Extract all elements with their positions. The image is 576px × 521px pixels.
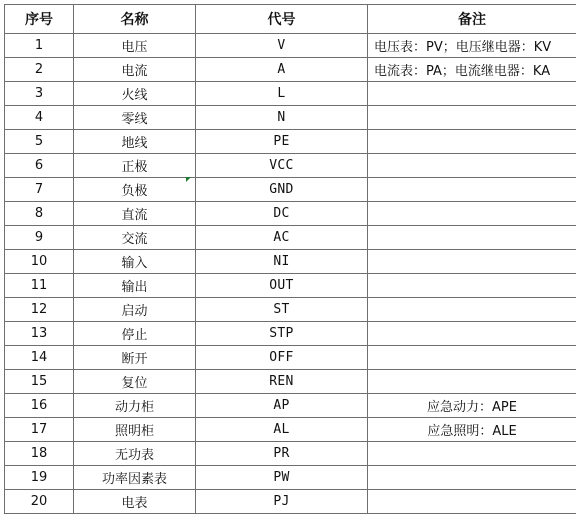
spreadsheet <box>4 4 576 514</box>
cell-name[interactable]: 照明柜 <box>74 418 196 442</box>
cell-seq[interactable]: 11 <box>5 274 74 298</box>
table-row <box>5 322 576 346</box>
cell-note[interactable] <box>368 202 576 226</box>
table-row <box>5 394 576 418</box>
header-seq[interactable]: 序号 <box>5 5 74 34</box>
cell-code[interactable]: V <box>196 34 368 58</box>
cell-seq[interactable]: 10 <box>5 250 74 274</box>
cell-code[interactable]: PJ <box>196 490 368 514</box>
cell-seq[interactable]: 12 <box>5 298 74 322</box>
cell-seq[interactable]: 17 <box>5 418 74 442</box>
table-row <box>5 130 576 154</box>
cell-note[interactable] <box>368 442 576 466</box>
table-row <box>5 298 576 322</box>
cell-name[interactable]: 断开 <box>74 346 196 370</box>
cell-seq[interactable]: 20 <box>5 490 74 514</box>
header-code[interactable]: 代号 <box>196 5 368 34</box>
table-row <box>5 202 576 226</box>
table-header <box>5 5 576 34</box>
cell-code[interactable]: REN <box>196 370 368 394</box>
cell-name[interactable]: 输出 <box>74 274 196 298</box>
table-row <box>5 418 576 442</box>
table-row <box>5 82 576 106</box>
cell-code[interactable]: GND <box>196 178 368 202</box>
cell-seq[interactable]: 9 <box>5 226 74 250</box>
cell-code[interactable]: NI <box>196 250 368 274</box>
symbol-table <box>4 4 576 514</box>
cell-name[interactable]: 启动 <box>74 298 196 322</box>
table-row <box>5 490 576 514</box>
cell-name[interactable]: 停止 <box>74 322 196 346</box>
cell-name[interactable]: 动力柜 <box>74 394 196 418</box>
cell-seq[interactable]: 7 <box>5 178 74 202</box>
cell-name[interactable]: 输入 <box>74 250 196 274</box>
cell-name[interactable]: 电压 <box>74 34 196 58</box>
cell-code[interactable]: OFF <box>196 346 368 370</box>
cell-note[interactable]: 电压表：PV；电压继电器：KV <box>368 34 576 58</box>
cell-seq[interactable]: 1 <box>5 34 74 58</box>
table-row <box>5 178 576 202</box>
cell-name[interactable]: 无功表 <box>74 442 196 466</box>
cell-name[interactable]: 直流 <box>74 202 196 226</box>
cell-code[interactable]: AC <box>196 226 368 250</box>
cell-code[interactable]: A <box>196 58 368 82</box>
cell-name[interactable]: 复位 <box>74 370 196 394</box>
table-row <box>5 34 576 58</box>
cell-seq[interactable]: 18 <box>5 442 74 466</box>
table-row <box>5 466 576 490</box>
table-row <box>5 58 576 82</box>
cell-seq[interactable]: 6 <box>5 154 74 178</box>
cell-code[interactable]: OUT <box>196 274 368 298</box>
cell-seq[interactable]: 15 <box>5 370 74 394</box>
header-name[interactable]: 名称 <box>74 5 196 34</box>
cell-note[interactable] <box>368 298 576 322</box>
cell-seq[interactable]: 2 <box>5 58 74 82</box>
cell-note[interactable] <box>368 154 576 178</box>
table-row <box>5 250 576 274</box>
cell-seq[interactable]: 14 <box>5 346 74 370</box>
table-row <box>5 106 576 130</box>
cell-note[interactable] <box>368 274 576 298</box>
cell-name[interactable]: 电表 <box>74 490 196 514</box>
cell-name[interactable]: 火线 <box>74 82 196 106</box>
cell-note[interactable] <box>368 178 576 202</box>
cell-seq[interactable]: 3 <box>5 82 74 106</box>
cell-code[interactable]: PE <box>196 130 368 154</box>
table-body <box>5 34 576 514</box>
cell-code[interactable]: ST <box>196 298 368 322</box>
cell-note[interactable] <box>368 490 576 514</box>
cell-comment-marker-icon <box>186 177 191 182</box>
cell-code[interactable]: L <box>196 82 368 106</box>
cell-note[interactable]: 应急照明：ALE <box>368 418 576 442</box>
table-row <box>5 274 576 298</box>
cell-code[interactable]: VCC <box>196 154 368 178</box>
table-row <box>5 442 576 466</box>
cell-note[interactable] <box>368 226 576 250</box>
cell-seq[interactable]: 19 <box>5 466 74 490</box>
cell-code[interactable]: PW <box>196 466 368 490</box>
cell-note[interactable] <box>368 322 576 346</box>
cell-name[interactable]: 负极 <box>74 178 196 202</box>
cell-note[interactable] <box>368 370 576 394</box>
cell-note[interactable] <box>368 130 576 154</box>
cell-seq[interactable]: 5 <box>5 130 74 154</box>
cell-seq[interactable]: 4 <box>5 106 74 130</box>
cell-code[interactable]: PR <box>196 442 368 466</box>
cell-seq[interactable]: 8 <box>5 202 74 226</box>
header-note[interactable]: 备注 <box>368 5 576 34</box>
table-row <box>5 346 576 370</box>
cell-code[interactable]: AP <box>196 394 368 418</box>
cell-name[interactable]: 地线 <box>74 130 196 154</box>
cell-seq[interactable]: 13 <box>5 322 74 346</box>
table-row <box>5 370 576 394</box>
header-row <box>5 5 576 34</box>
cell-name[interactable]: 零线 <box>74 106 196 130</box>
cell-seq[interactable]: 16 <box>5 394 74 418</box>
cell-name[interactable]: 电流 <box>74 58 196 82</box>
cell-note[interactable] <box>368 466 576 490</box>
cell-note[interactable]: 电流表：PA；电流继电器：KA <box>368 58 576 82</box>
cell-code[interactable]: AL <box>196 418 368 442</box>
cell-code[interactable]: STP <box>196 322 368 346</box>
cell-note[interactable] <box>368 250 576 274</box>
cell-code[interactable]: N <box>196 106 368 130</box>
cell-note[interactable] <box>368 346 576 370</box>
cell-note[interactable] <box>368 82 576 106</box>
cell-note[interactable] <box>368 106 576 130</box>
cell-note[interactable]: 应急动力：APE <box>368 394 576 418</box>
table-row <box>5 154 576 178</box>
cell-code[interactable]: DC <box>196 202 368 226</box>
cell-name[interactable]: 正极 <box>74 154 196 178</box>
table-row <box>5 226 576 250</box>
cell-name[interactable]: 交流 <box>74 226 196 250</box>
cell-name[interactable]: 功率因素表 <box>74 466 196 490</box>
